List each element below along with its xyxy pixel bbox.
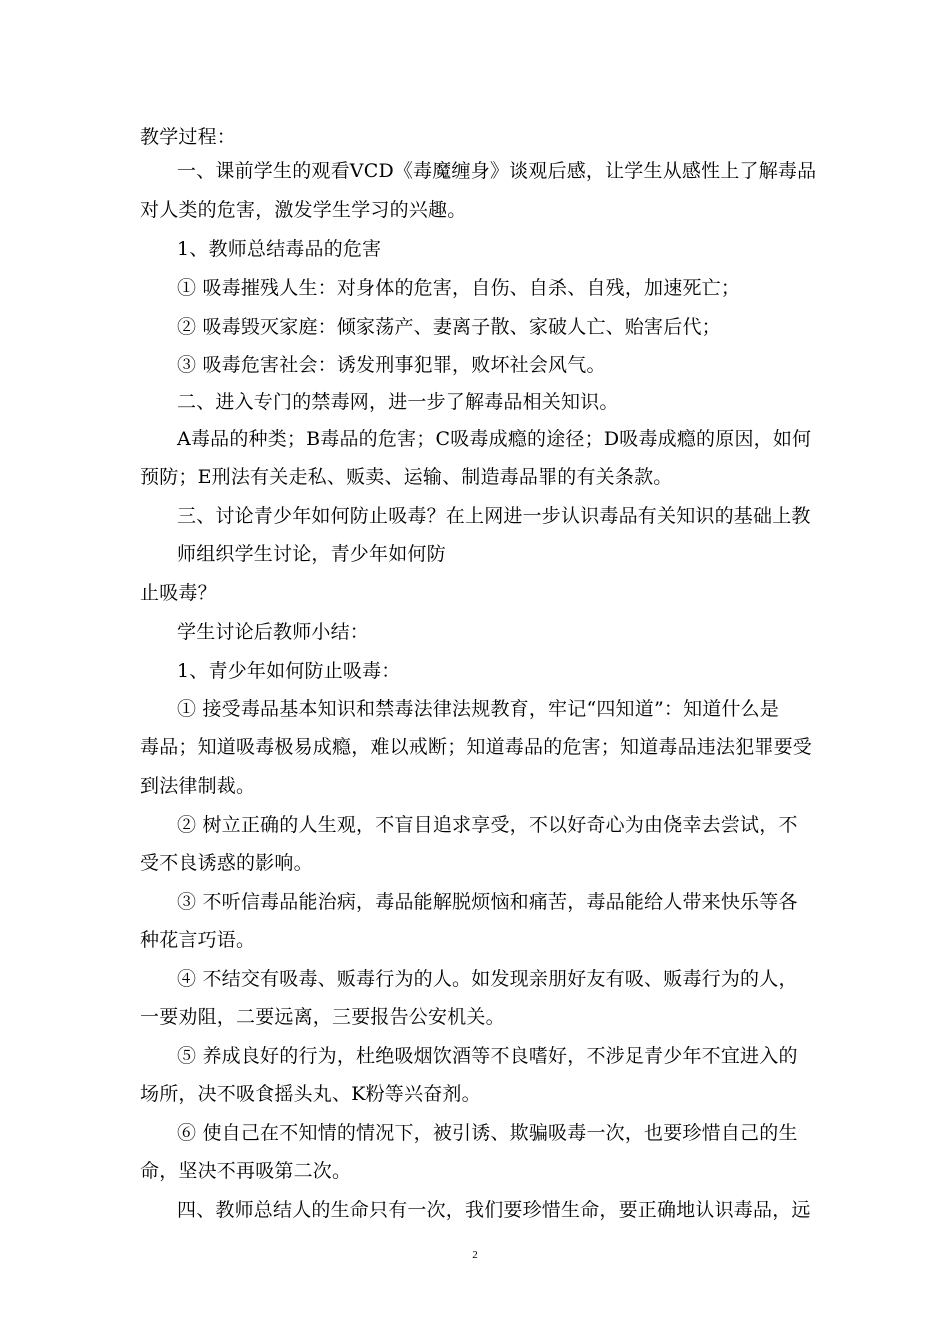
text-line: 预防；E刑法有关走私、贩卖、运输、制造毒品罪的有关条款。: [140, 466, 673, 488]
text-line: ① 接受毒品基本知识和禁毒法律法规教育，牢记“四知道”：知道什么是: [177, 698, 780, 720]
text-line: 对人类的危害，激发学生学习的兴趣。: [140, 199, 467, 221]
text-line: 毒品；知道吸毒极易成瘾，难以戒断；知道毒品的危害；知道毒品违法犯罪要受: [140, 736, 813, 758]
text-line: 受不良诱惑的影响。: [140, 852, 313, 874]
text-line: 1、教师总结毒品的危害: [177, 238, 382, 260]
text-line: 四、教师总结人的生命只有一次，我们要珍惜生命，要正确地认识毒品，远: [177, 1199, 811, 1221]
text-line: ① 吸毒摧残人生：对身体的危害，自伤、自杀、自残，加速死亡；: [177, 277, 741, 299]
text-line: 命，坚决不再吸第二次。: [140, 1160, 352, 1182]
page-number: 2: [472, 1249, 478, 1261]
text-line: 止吸毒？: [140, 582, 217, 604]
text-line: ② 吸毒毁灭家庭：倾家荡产、妻离子散、家破人亡、贻害后代；: [177, 316, 721, 338]
text-line: 师组织学生讨论，青少年如何防: [177, 543, 446, 565]
text-line: ③ 不听信毒品能治病，毒品能解脱烦恼和痛苦，毒品能给人带来快乐等各: [177, 891, 798, 913]
text-line: 教学过程：: [140, 126, 237, 148]
text-line: 种花言巧语。: [140, 929, 256, 951]
text-line: ③ 吸毒危害社会：诱发刑事犯罪，败坏社会风气。: [177, 354, 606, 376]
text-line: ④ 不结交有吸毒、贩毒行为的人。如发现亲朋好友有吸、贩毒行为的人，: [177, 968, 798, 990]
text-line: 场所，决不吸食摇头丸、K粉等兴奋剂。: [140, 1083, 481, 1105]
text-line: A毒品的种类；B毒品的危害；C吸毒成瘾的途径；D吸毒成瘾的原因，如何: [177, 428, 812, 450]
text-line: ② 树立正确的人生观，不盲目追求享受，不以好奇心为由侥幸去尝试，不: [177, 814, 798, 836]
text-line: 一要劝阻，二要远离，三要报告公安机关。: [140, 1006, 505, 1028]
text-line: 到法律制裁。: [140, 775, 256, 797]
text-line: 三、讨论青少年如何防止吸毒？在上网进一步认识毒品有关知识的基础上教: [177, 505, 811, 527]
text-line: ⑥ 使自己在不知情的情况下，被引诱、欺骗吸毒一次，也要珍惜自己的生: [177, 1122, 798, 1144]
text-line: 一、课前学生的观看VCD《毒魔缠身》谈观后感，让学生从感性上了解毒品: [177, 160, 817, 182]
text-line: 学生讨论后教师小结：: [177, 621, 370, 643]
text-line: 1、青少年如何防止吸毒：: [177, 660, 401, 682]
text-line: ⑤ 养成良好的行为，杜绝吸烟饮酒等不良嗜好，不涉足青少年不宜进入的: [177, 1045, 798, 1067]
text-line: 二、进入专门的禁毒网，进一步了解毒品相关知识。: [177, 391, 619, 413]
